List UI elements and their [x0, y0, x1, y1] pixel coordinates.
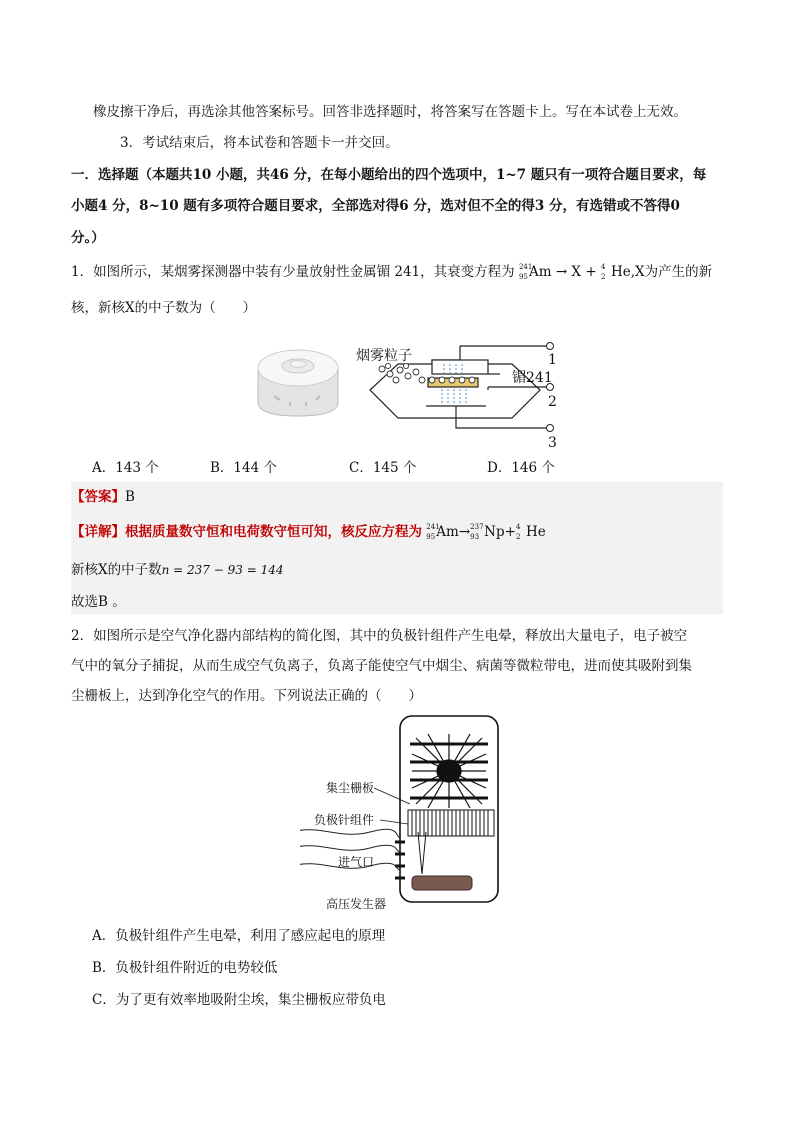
q2-stem-line-3: 尘栅板上，达到净化空气的作用。下列说法正确的（ ）: [71, 688, 422, 704]
label-needle-assembly: 负极针组件: [314, 813, 375, 827]
label-americium: 镅241: [512, 370, 553, 386]
high-voltage-generator: [412, 876, 472, 890]
q2-figure: [300, 714, 510, 912]
label-air-inlet: 进气口: [338, 855, 375, 869]
q1-text-b: ,X为产生的新: [630, 264, 713, 280]
eq2-am-symbol: Am: [436, 524, 459, 540]
q1-stem-line-1: [71, 262, 712, 282]
q1-figure: [250, 336, 570, 450]
label-smoke-particles: 烟雾粒子: [356, 348, 412, 364]
q1-option-a[interactable]: A．143 个: [92, 460, 159, 476]
eq2-am-indices: 241 95: [426, 522, 440, 541]
section-heading-line-2: 小题4 分，8~10 题有多项符合题目要求，全部选对得6 分，选对但不全的得3 分，有选错或不答得0: [71, 198, 680, 214]
smoke-detector-photo: [258, 350, 338, 416]
eq2-he-symbol: He: [525, 524, 546, 540]
detail-line: [71, 522, 546, 542]
section-heading-line-3: 分。）: [71, 230, 105, 246]
q2-stem-line-2: 气中的氧分子捕捉，从而生成空气负离子，负离子能使空气中烟尘、病菌等微粒带电，进而使其吸附到集: [71, 658, 692, 674]
q1-option-d[interactable]: D．146 个: [487, 460, 555, 476]
answer-line: [71, 487, 135, 507]
q1-he-symbol: He: [610, 264, 631, 280]
q1-am-nuclide-indices: 241 95: [518, 262, 533, 281]
conclusion-line: 故选B 。: [71, 594, 126, 610]
needle-tip: [418, 832, 426, 874]
q1-option-c[interactable]: C．145 个: [349, 460, 417, 476]
neutron-equation: n = 237 − 93 = 144: [161, 563, 284, 577]
leader-lines: [374, 788, 410, 824]
terminal-label-3: 3: [548, 435, 557, 450]
terminal-label-2: 2: [548, 394, 557, 410]
q1-option-b[interactable]: B．144 个: [210, 460, 277, 476]
detail-label: 【详解】: [71, 524, 125, 540]
terminal-label-1: 1: [548, 352, 557, 368]
q1-arrow: → X +: [555, 264, 597, 280]
eq2-np-indices: 237 93: [470, 522, 484, 541]
label-hv-generator: 高压发生器: [326, 897, 387, 911]
answer-value: B: [125, 489, 135, 505]
fan-icon: [412, 734, 486, 808]
q1-am-symbol: Am: [528, 264, 552, 280]
q1-he-nuclide-indices: 4 2: [600, 262, 606, 281]
eq2-np-symbol: Np: [484, 524, 505, 540]
answer-label: 【答案】: [71, 489, 125, 505]
answer-panel: [71, 482, 723, 614]
q2-stem-line-1: 2．如图所示是空气净化器内部结构的简化图，其中的负极针组件产生电晕，释放出大量电子，电子被空: [71, 628, 688, 644]
instruction-line-1: 橡皮擦干净后，再选涂其他答案标号。回答非选择题时，将答案写在答题卡上。写在本试卷上无效。: [93, 104, 687, 120]
neutron-text: 新核X的中子数: [71, 562, 162, 578]
q2-option-a[interactable]: A．负极针组件产生电晕，利用了感应起电的原理: [92, 928, 386, 944]
neutron-line: [71, 560, 283, 580]
eq2-plus: +: [504, 524, 516, 540]
needle-assembly: [408, 810, 494, 836]
q1-text-a: 1．如图所示，某烟雾探测器中装有少量放射性金属镅 241，其衰变方程为: [71, 264, 515, 280]
label-dust-grid: 集尘栅板: [326, 781, 375, 795]
detail-text: 根据质量数守恒和电荷数守恒可知，核反应方程为: [125, 524, 422, 540]
eq2-he-indices: 4 2: [515, 522, 521, 541]
instruction-line-2: 3．考试结束后，将本试卷和答题卡一并交回。: [120, 135, 399, 151]
q2-option-b[interactable]: B．负极针组件附近的电势较低: [92, 960, 278, 976]
eq2-arrow: →: [458, 524, 471, 540]
section-heading-line-1: 一．选择题（本题共10 小题，共46 分，在每小题给出的四个选项中，1~7 题只有一项符合题目要求，每: [71, 167, 707, 183]
q2-option-c[interactable]: C．为了更有效率地吸附尘埃，集尘栅板应带负电: [92, 992, 386, 1008]
q1-stem-line-2: 核，新核X的中子数为（ ）: [71, 300, 257, 316]
